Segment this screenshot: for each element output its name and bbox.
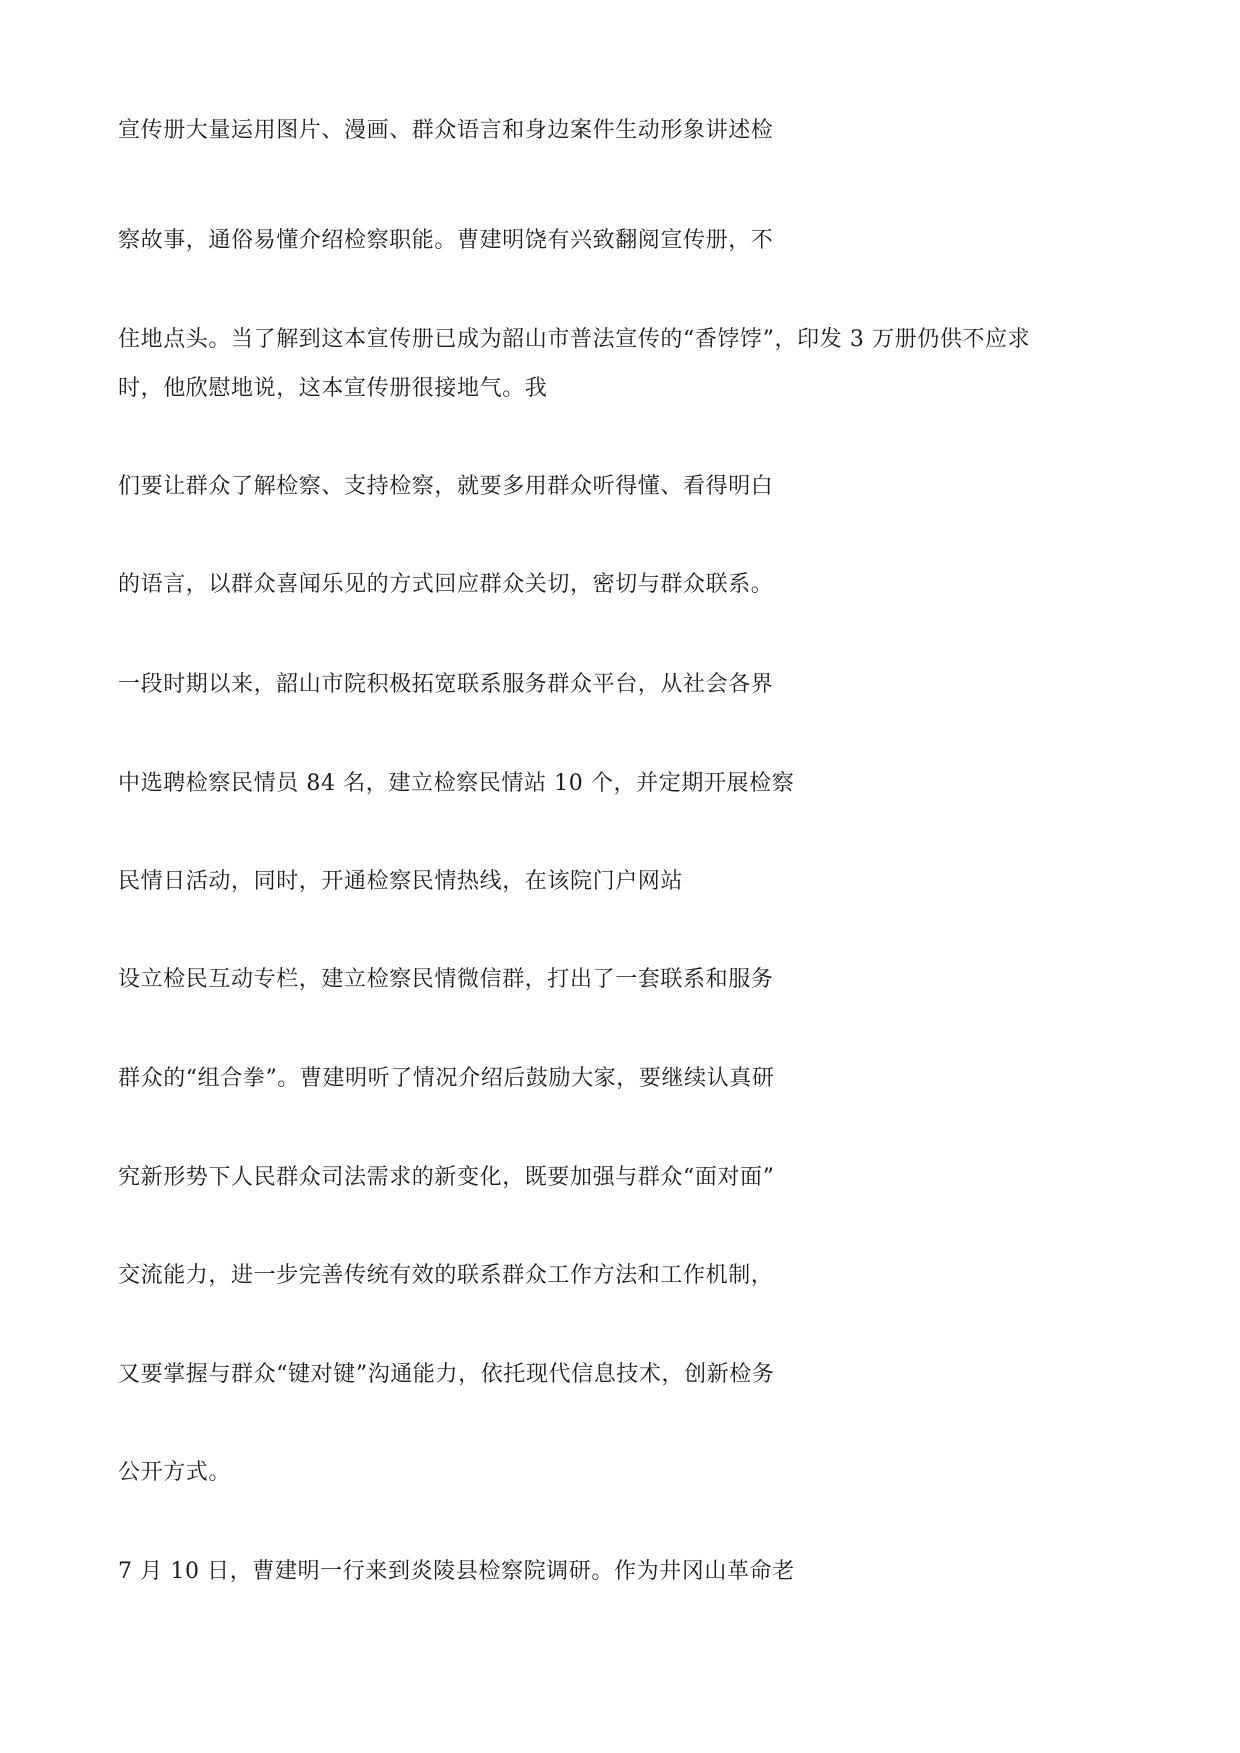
text-line: 群众的“组合拳”。曹建明听了情况介绍后鼓励大家，要继续认真研: [118, 1066, 775, 1091]
text-line: 民情日活动，同时，开通检察民情热线，在该院门户网站: [118, 869, 684, 894]
text-line: 7 月 10 日，曹建明一行来到炎陵县检察院调研。作为井冈山革命老: [118, 1559, 795, 1584]
text-line: 交流能力，进一步完善传统有效的联系群众工作方法和工作机制，: [118, 1263, 774, 1288]
text-line: 究新形势下人民群众司法需求的新变化，既要加强与群众“面对面”: [118, 1165, 775, 1190]
text-line: 设立检民互动专栏，建立检察民情微信群，打出了一套联系和服务: [118, 967, 774, 992]
text-line: 中选聘检察民情员 84 名，建立检察民情站 10 个，并定期开展检察: [118, 771, 795, 796]
text-line: 住地点头。当了解到这本宣传册已成为韶山市普法宣传的“香饽饽”，印发 3 万册仍供不应求: [118, 327, 1031, 352]
text-line: 又要掌握与群众“键对键”沟通能力，依托现代信息技术，创新检务: [118, 1362, 775, 1387]
text-line: 时，他欣慰地说，这本宣传册很接地气。我: [118, 376, 548, 401]
text-line: 们要让群众了解检察、支持检察，就要多用群众听得懂、看得明白: [118, 474, 774, 499]
text-line: 察故事，通俗易懂介绍检察职能。曹建明饶有兴致翻阅宣传册，不: [118, 228, 774, 253]
text-line: 公开方式。: [118, 1460, 232, 1485]
text-line: 的语言，以群众喜闻乐见的方式回应群众关切，密切与群众联系。: [118, 572, 774, 597]
text-line: 宣传册大量运用图片、漫画、群众语言和身边案件生动形象讲述检: [118, 118, 774, 143]
text-line: 一段时期以来，韶山市院积极拓宽联系服务群众平台，从社会各界: [118, 672, 774, 697]
